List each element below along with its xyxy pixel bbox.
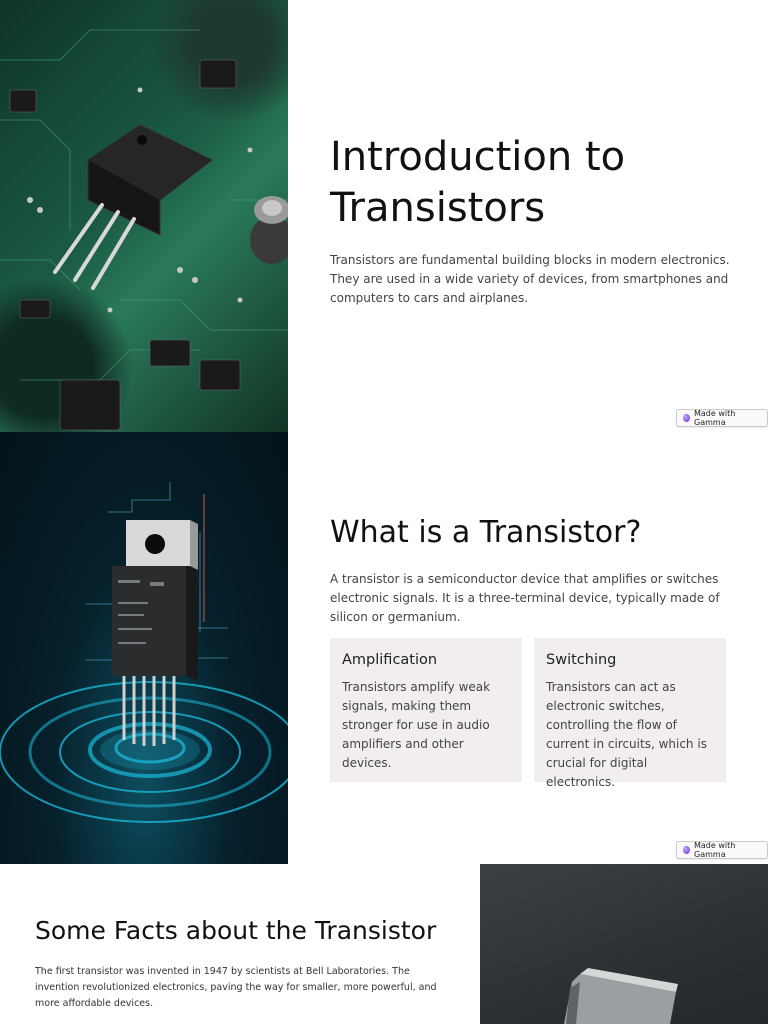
badge-label: Made with Gamma (694, 841, 736, 859)
slide-3-title: Some Facts about the Transistor (35, 916, 437, 945)
card-title: Amplification (342, 652, 438, 668)
transistor-circuit-board-image (0, 0, 288, 432)
transistor-dark-photo (480, 864, 768, 1024)
transistor-dark-illustration (480, 864, 768, 1024)
card-body: Transistors amplify weak signals, making them stronger for use in audio amplifiers and other devices. (342, 680, 491, 770)
slide-3-body: The first transistor was invented in 1947 by scientists at Bell Laboratories. The invention revolutionized electronics, paving the way for smaller, more powerful, and more affordable devices. (35, 966, 437, 1009)
amplification-card (330, 638, 522, 782)
card-body: Transistors can act as electronic switches, controlling the flow of current in circuits, which is crucial for digital electronics. (546, 680, 707, 789)
slide-2-body: A transistor is a semiconductor device that amplifies or switches electronic signals. It is a three-terminal device, typically made of silicon or germanium. (330, 572, 720, 624)
gamma-logo-icon (683, 414, 690, 422)
slide-2-title: What is a Transistor? (330, 515, 642, 550)
switching-card (534, 638, 726, 789)
transistor-illustration-image (0, 432, 288, 864)
made-with-gamma-badge[interactable] (676, 409, 768, 427)
circuit-board-illustration (0, 0, 288, 432)
card-title: Switching (546, 652, 617, 668)
gamma-logo-icon (683, 846, 690, 854)
made-with-gamma-badge[interactable] (676, 841, 768, 859)
badge-label: Made with Gamma (694, 409, 736, 427)
slide-1-title: Introduction to Transistors (330, 134, 626, 231)
slide-1-body: Transistors are fundamental building blocks in modern electronics. They are used in a wide variety of devices, from smartphones and computers to cars and airplanes. (330, 253, 730, 305)
glowing-transistor-illustration (0, 432, 288, 864)
